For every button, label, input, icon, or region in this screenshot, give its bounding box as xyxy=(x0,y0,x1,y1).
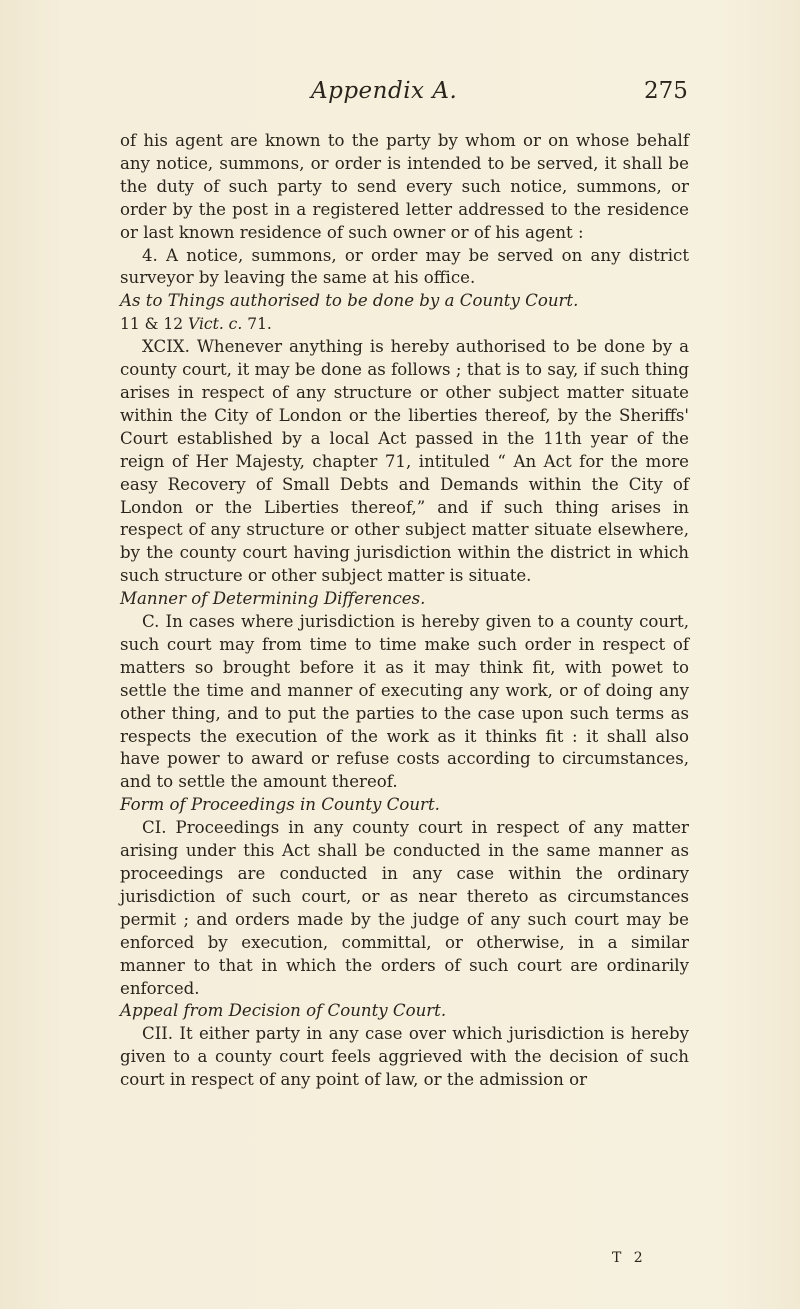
page-header xyxy=(0,78,800,114)
paragraph-item-4: 4. A notice, summons, or order may be served on any district surveyor by leaving the same at his office. xyxy=(120,245,689,288)
statute-citation xyxy=(120,313,689,336)
section-heading-differences: Manner of Determining Differences. xyxy=(120,589,426,609)
paragraph-continuation: of his agent are known to the party by whom or on whose behalf any notice, summons, or order is intended to be served, it shall be the duty of such party to send every such notice, summons, or order by the post in a registered letter addressed to the residence or last known residence of such owner or of his agent : xyxy=(120,131,689,242)
section-xcix: XCIX. Whenever anything is hereby authorised to be done by a county court, it may be done as follows ; that is to say, if such thing arises in respect of any structure or other subject matter situate within the City of London or the liberties thereof, by the Sheriffs' Court established by a local Act passed in the 11th year of the reign of Her Majesty, chapter 71, intituled “ An Act for the more easy Recovery of Small Debts and Demands within the City of London or the Liberties thereof,” and if such thing arises in respect of any structure or other subject matter situate elsewhere, by the county court having jurisdiction within the district in which such structure or other subject matter is situate. xyxy=(120,337,689,586)
citation-act: Vict. c. xyxy=(188,315,243,334)
body-text xyxy=(120,130,689,1092)
page-number: 275 xyxy=(644,78,688,104)
section-heading-county-court: As to Things authorised to be done by a County Court. xyxy=(120,291,579,311)
section-cii: CII. It either party in any case over which jurisdiction is hereby given to a county court feels aggrieved with the decision of such court in respect of any point of law, or the admission or xyxy=(120,1024,689,1090)
section-c: C. In cases where jurisdiction is hereby given to a county court, such court may from time to time make such order in respect of matters so brought before it as it may think fit, with powet to settle the time and manner of executing any work, or of doing any other thing, and to put the parties to the case upon such terms as respects the execution of the work as it thinks fit : it shall also have power to award or refuse costs according to circumstances, and to settle the amount thereof. xyxy=(120,612,689,792)
signature-mark: T 2 xyxy=(612,1250,647,1266)
section-heading-appeal: Appeal from Decision of County Court. xyxy=(120,1001,447,1021)
section-heading-proceedings: Form of Proceedings in County Court. xyxy=(120,795,440,815)
citation-chapter: 71. xyxy=(242,315,272,334)
running-title: Appendix A. xyxy=(311,78,458,104)
section-ci: CI. Proceedings in any county court in respect of any matter arising under this Act shall be conducted in the same manner as proceedings are conducted in any case within the ordinary jurisdiction of such court, or as near thereto as circumstances permit ; and orders made by the judge of any such court may be enforced by execution, committal, or otherwise, in a similar manner to that in which the orders of such court are ordinarily enforced. xyxy=(120,818,689,998)
citation-number: 11 & 12 xyxy=(120,315,189,334)
